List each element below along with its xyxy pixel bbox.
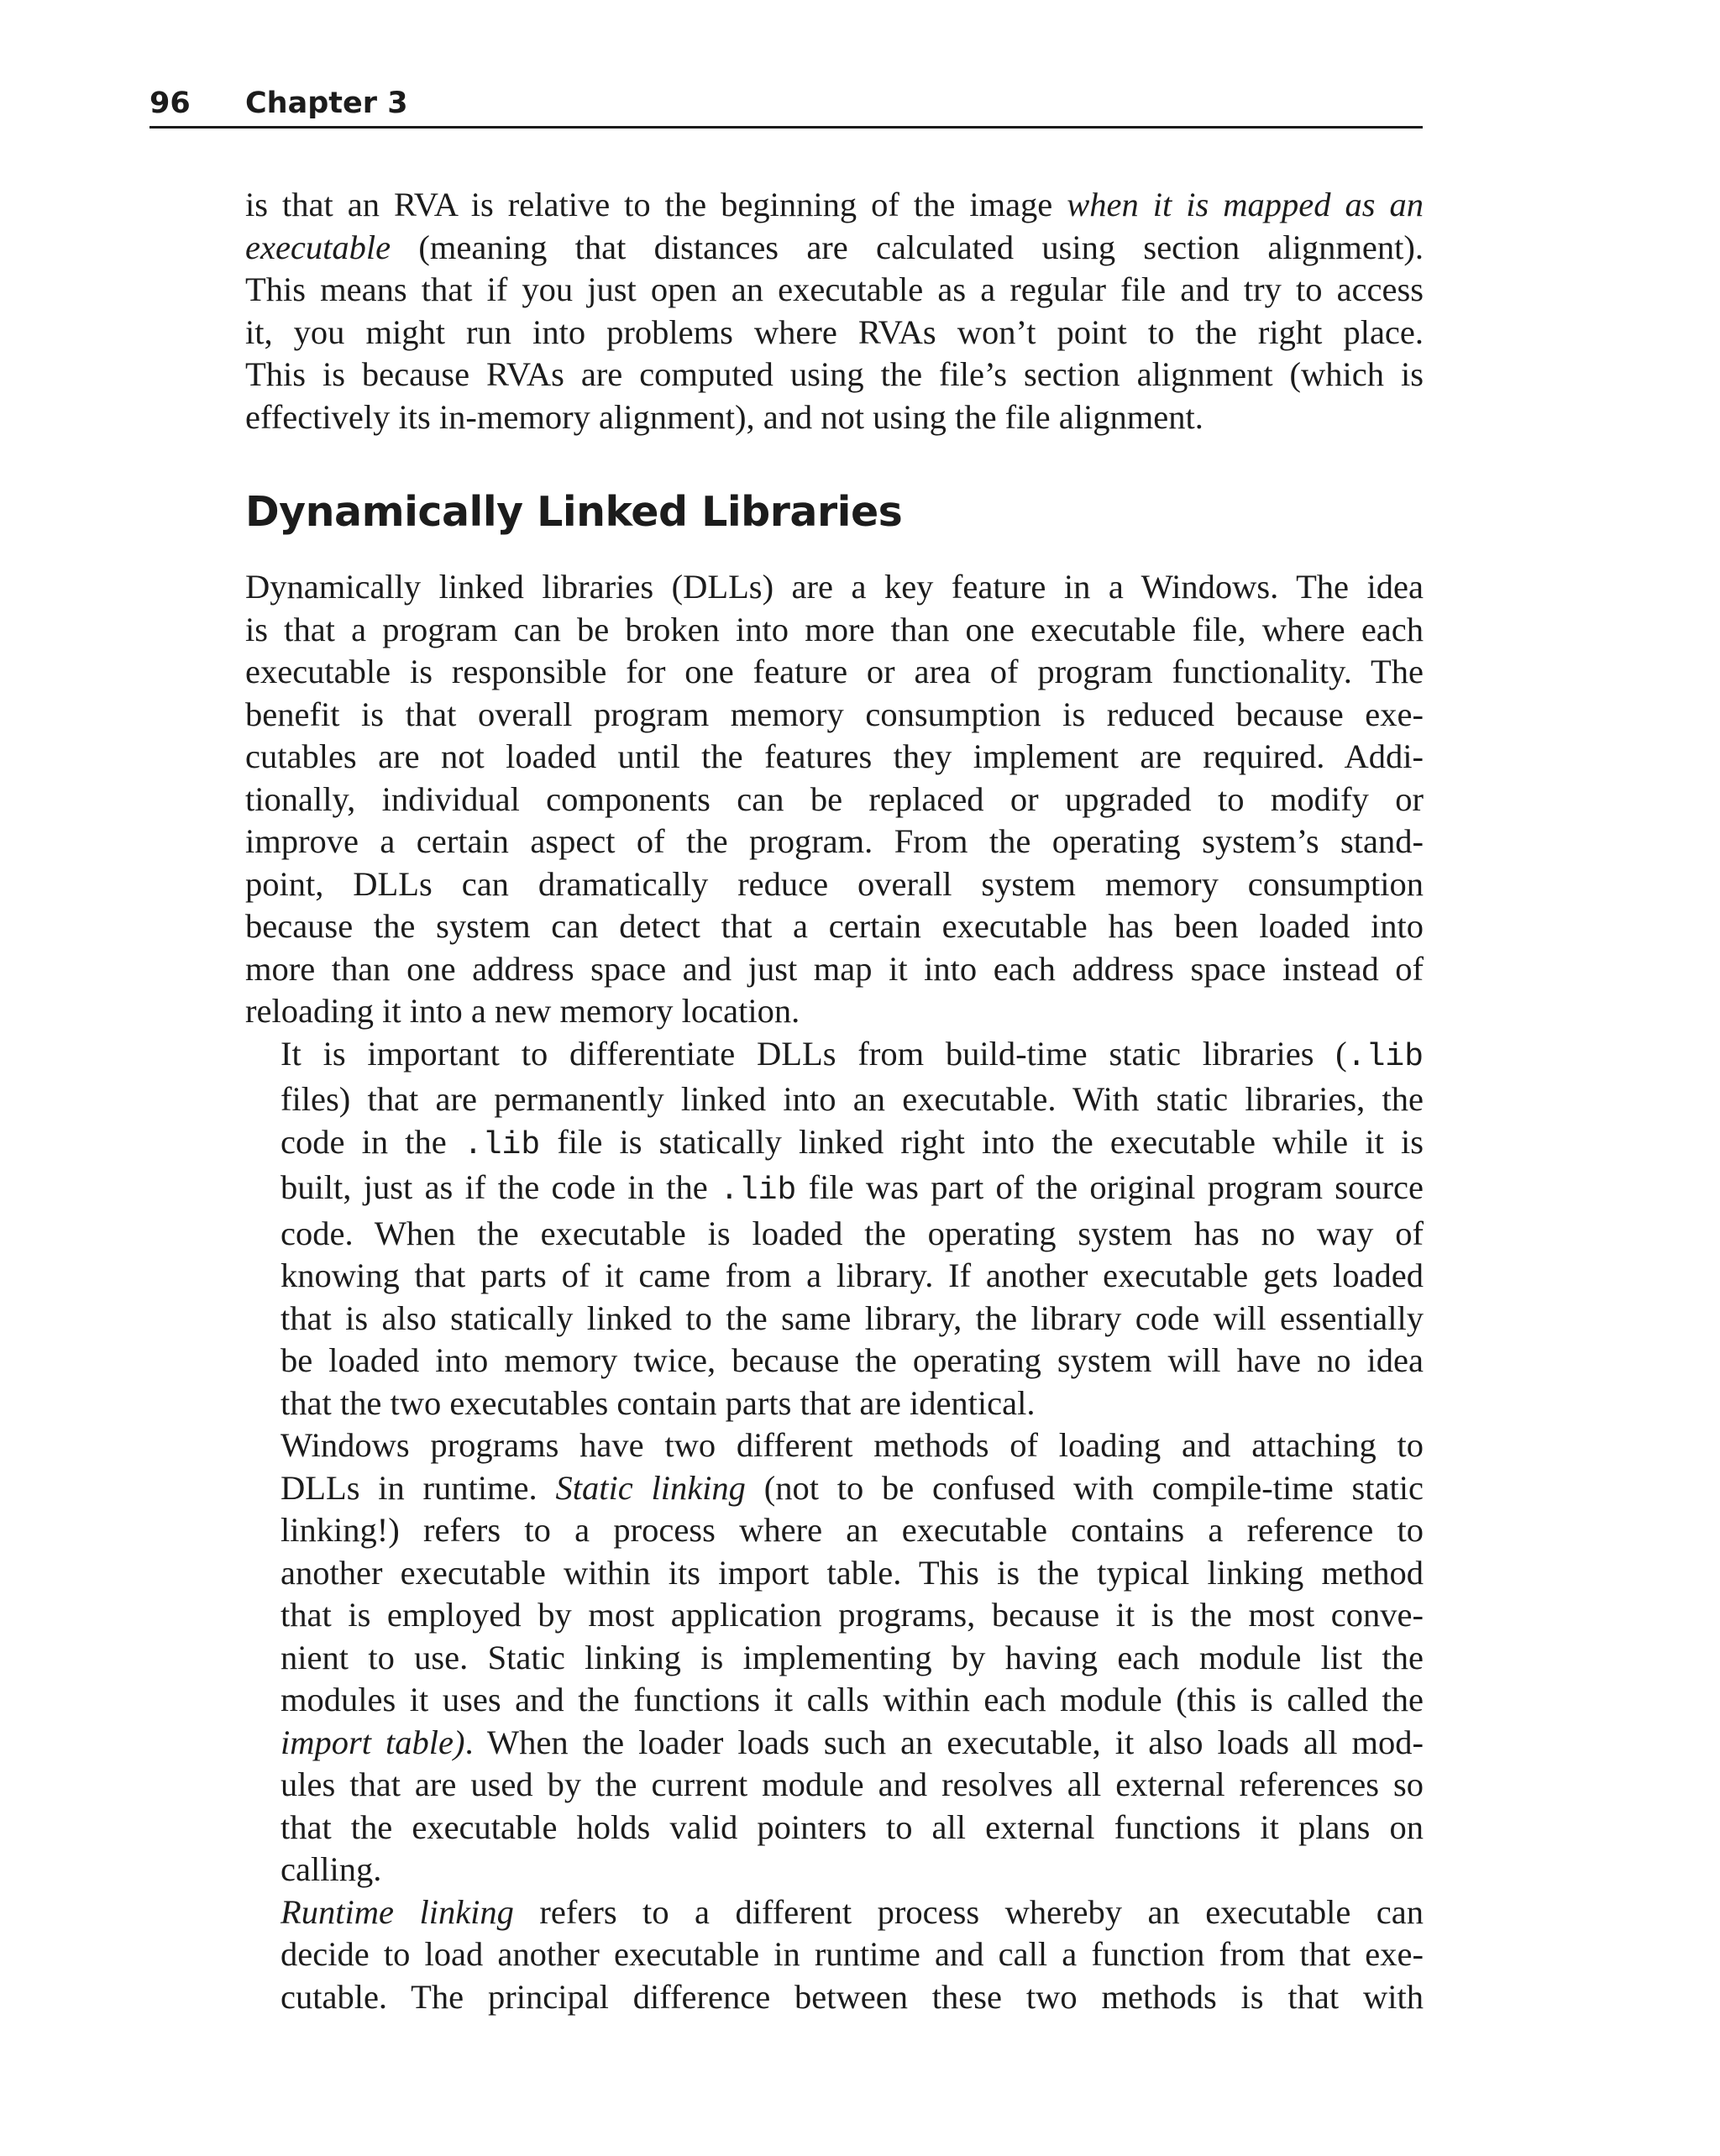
- text-line: that is employed by most application programs, because it is the most conve-: [281, 1596, 1424, 1634]
- chapter-label: Chapter 3: [245, 87, 408, 120]
- text-line: built, just as if the code in the .lib file was part of the original program source: [281, 1168, 1424, 1209]
- page-number: 96: [149, 87, 191, 120]
- paragraph: [245, 1424, 1424, 1891]
- text-line: that the executable holds valid pointers to all external functions it plans on: [281, 1807, 1424, 1846]
- text-line: is that a program can be broken into more than one executable file, where each: [245, 610, 1424, 648]
- section-body: [245, 566, 1424, 2018]
- text-line: it, you might run into problems where RVAs won’t point to the right place.: [245, 312, 1424, 351]
- text-line: be loaded into memory twice, because the operating system will have no idea: [281, 1341, 1424, 1379]
- text-line: point, DLLs can dramatically reduce overall system memory consumption: [245, 864, 1424, 903]
- text-line: another executable within its import table. This is the typical linking method: [281, 1553, 1424, 1592]
- italic-term: executable: [245, 228, 391, 266]
- text-line: Dynamically linked libraries (DLLs) are a key feature in a Windows. The idea: [245, 568, 1424, 606]
- italic-term: when it is mapped as an: [1067, 186, 1424, 223]
- text-line: linking!) refers to a process where an executable contains a reference to: [281, 1511, 1424, 1549]
- text-line: calling.: [281, 1850, 382, 1888]
- text-line: reloading it into a new memory location.: [245, 992, 800, 1030]
- text-line: executable is responsible for one feature or area of program functionality. The: [245, 653, 1424, 690]
- text-line: effectively its in-memory alignment), and not using the file alignment.: [245, 397, 1203, 436]
- text-line: It is important to differentiate DLLs from build-time static libraries (.lib: [281, 1034, 1424, 1075]
- text-line: Runtime linking refers to a different process whereby an executable can: [281, 1892, 1424, 1931]
- text-line: that is also statically linked to the same library, the library code will essentially: [281, 1298, 1424, 1337]
- text-line: cutables are not loaded until the features they implement are required. Addi-: [245, 737, 1424, 775]
- text-line: because the system can detect that a certain executable has been loaded into: [245, 907, 1424, 945]
- text-line: modules it uses and the functions it calls within each module (this is called the: [281, 1681, 1424, 1718]
- text-line: executable (meaning that distances are calculated using section alignment).: [245, 228, 1424, 266]
- italic-term: Static linking: [555, 1468, 746, 1507]
- text-line: DLLs in runtime. Static linking (not to be confused with compile-time static: [281, 1468, 1424, 1507]
- text-line: more than one address space and just map it into each address space instead of: [245, 949, 1424, 988]
- italic-term: import table): [281, 1723, 465, 1761]
- code-term: .lib: [1346, 1038, 1424, 1075]
- text-line: cutable. The principal difference between these two methods is that with: [281, 1977, 1424, 2016]
- text-line: This is because RVAs are computed using the file’s section alignment (which is: [245, 355, 1424, 393]
- text-line: nient to use. Static linking is implementing by having each module list the: [281, 1638, 1424, 1676]
- text-line: code in the .lib file is statically linked right into the executable while it is: [281, 1122, 1424, 1163]
- text-line: knowing that parts of it came from a library. If another executable gets loaded: [281, 1256, 1424, 1294]
- text-line: files) that are permanently linked into an executable. With static libraries, the: [281, 1080, 1424, 1118]
- paragraph: [245, 1033, 1424, 1425]
- code-term: .lib: [720, 1172, 797, 1209]
- text-line: decide to load another executable in runtime and call a function from that exe-: [281, 1935, 1424, 1973]
- text-line: tionally, individual components can be replaced or upgraded to modify or: [245, 779, 1424, 818]
- text-line: import table). When the loader loads such an executable, it also loads all mod-: [281, 1723, 1424, 1761]
- running-header: [149, 82, 1423, 129]
- section-heading: Dynamically Linked Libraries: [245, 488, 903, 536]
- intro-paragraph: [245, 184, 1424, 438]
- paragraph: [245, 566, 1424, 1033]
- text-line: that the two executables contain parts that are identical.: [281, 1383, 1036, 1422]
- text-line: improve a certain aspect of the program. From the operating system’s stand-: [245, 822, 1424, 860]
- text-line: is that an RVA is relative to the beginning of the image when it is mapped as an: [245, 186, 1424, 223]
- text-line: ules that are used by the current module and resolves all external references so: [281, 1765, 1424, 1803]
- code-term: .lib: [463, 1126, 541, 1163]
- text-line: Windows programs have two different methods of loading and attaching to: [281, 1426, 1424, 1464]
- text-line: benefit is that overall program memory consumption is reduced because exe-: [245, 695, 1424, 733]
- text-line: This means that if you just open an executable as a regular file and try to access: [245, 270, 1424, 308]
- paragraph: [245, 184, 1424, 438]
- paragraph: [245, 1891, 1424, 2019]
- text-line: code. When the executable is loaded the operating system has no way of: [281, 1214, 1424, 1252]
- italic-term: Runtime linking: [281, 1892, 514, 1931]
